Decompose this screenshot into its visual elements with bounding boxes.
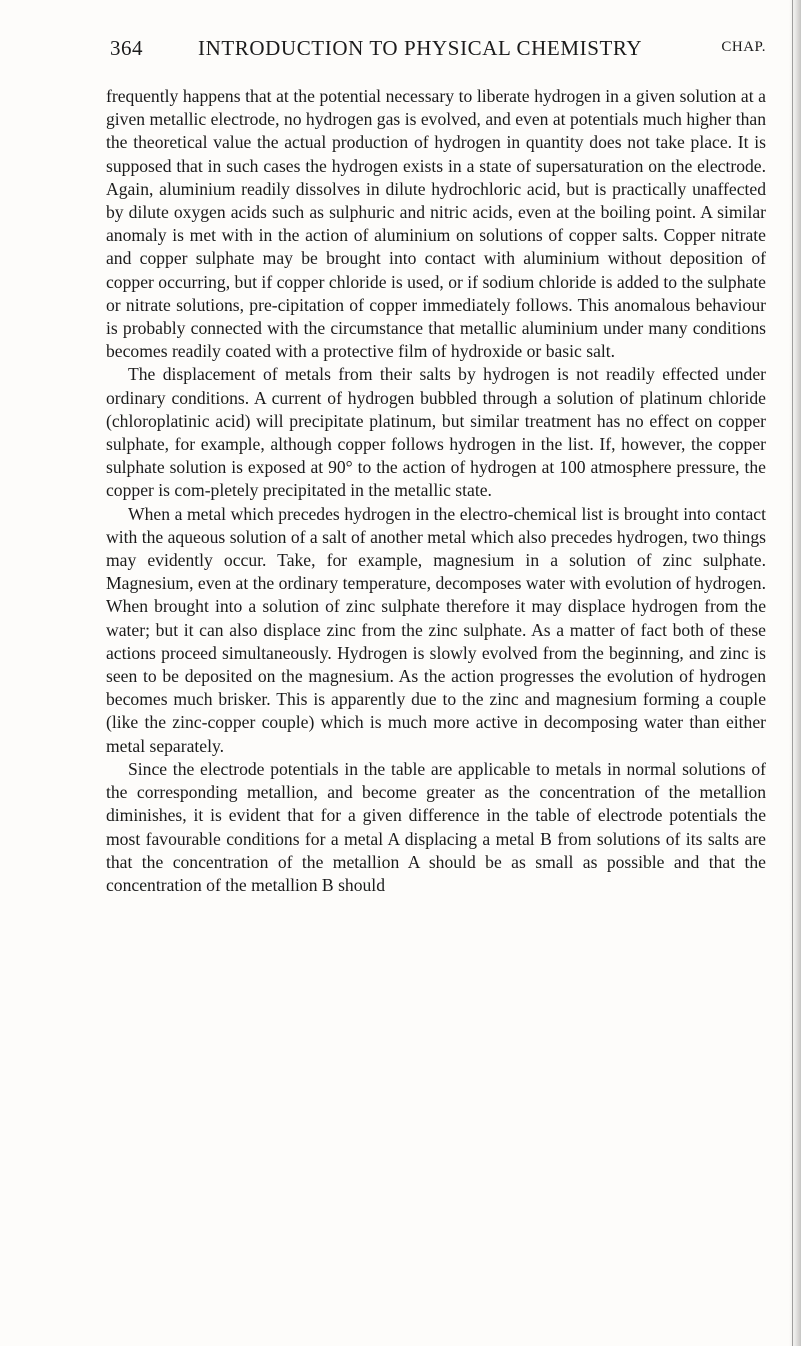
body-text bbox=[106, 85, 766, 897]
paragraph-electrode-potentials: Since the electrode potentials in the table are applicable to metals in normal solutions of the corresponding metallion, and become greater as the concentration of the metallion diminishes, it is evident that for a given difference in the table of electrode potentials the most favourable conditions for a metal A displacing a metal B from solutions of its salts are that the concentration of the metallion A should be as small as possible and that the concentration of the metallion B should bbox=[106, 758, 766, 895]
paragraph-displacement-by-hydrogen: The displacement of metals from their salts by hydrogen is not readily effected under ordinary conditions. A current of hydrogen bubbled through a solution of platinum chloride (chloroplatinic acid) will precipitate platinum, but similar treatment has no effect on copper sulphate, for example, although copper follows hydrogen in the list. If, however, the copper sulphate solution is exposed at 90° to the action of hydrogen at 100 atmosphere pressure, the copper is com-pletely precipitated in the metallic state. bbox=[106, 364, 766, 501]
chapter-label: CHAP. bbox=[721, 39, 766, 55]
paragraph-magnesium-zinc: When a metal which precedes hydrogen in the electro-chemical list is brought into contact with the aqueous solution of a salt of another metal which also precedes hydrogen, two things may evidently occur. Take, for example, magnesium in a solution of zinc sulphate. Magnesium, even at the ordinary temperature, decomposes water with evolution of hydrogen. When brought into a solution of zinc sulphate therefore it may displace hydrogen from the water; but it can also displace zinc from the zinc sulphate. As a matter of fact both of these actions proceed simultaneously. Hydrogen is slowly evolved from the beginning, and zinc is seen to be deposited on the magnesium. As the action progresses the evolution of hydrogen becomes much brisker. This is apparently due to the zinc and magnesium forming a couple (like the zinc-copper couple) which is much more active in decomposing water than either metal separately. bbox=[106, 503, 766, 756]
paragraph-continued: frequently happens that at the potential necessary to liberate hydrogen in a given solution at a given metallic electrode, no hydrogen gas is evolved, and even at potentials much higher than the theoretical value the actual production of hydrogen in quantity does not take place. It is supposed that in such cases the hydrogen exists in a state of supersaturation on the electrode. Again, aluminium readily dissolves in dilute hydrochloric acid, but is practically unaffected by dilute oxygen acids such as sulphuric and nitric acids, even at the boiling point. A similar anomaly is met with in the action of aluminium on solutions of copper salts. Copper nitrate and copper sulphate may be brought into contact with aluminium without deposition of copper occurring, but if copper chloride is used, or if sodium chloride is added to the sulphate or nitrate solutions, pre-cipitation of copper immediately follows. This anomalous behaviour is probably connected with the circumstance that metallic aluminium under many conditions becomes readily coated with a protective film of hydroxide or basic salt. bbox=[106, 86, 766, 362]
page-number: 364 bbox=[110, 36, 143, 60]
running-title: INTRODUCTION TO PHYSICAL CHEMISTRY bbox=[198, 36, 643, 60]
page-edge-line bbox=[792, 0, 793, 1346]
running-header bbox=[110, 36, 766, 66]
page-edge-shadow bbox=[789, 0, 801, 1346]
